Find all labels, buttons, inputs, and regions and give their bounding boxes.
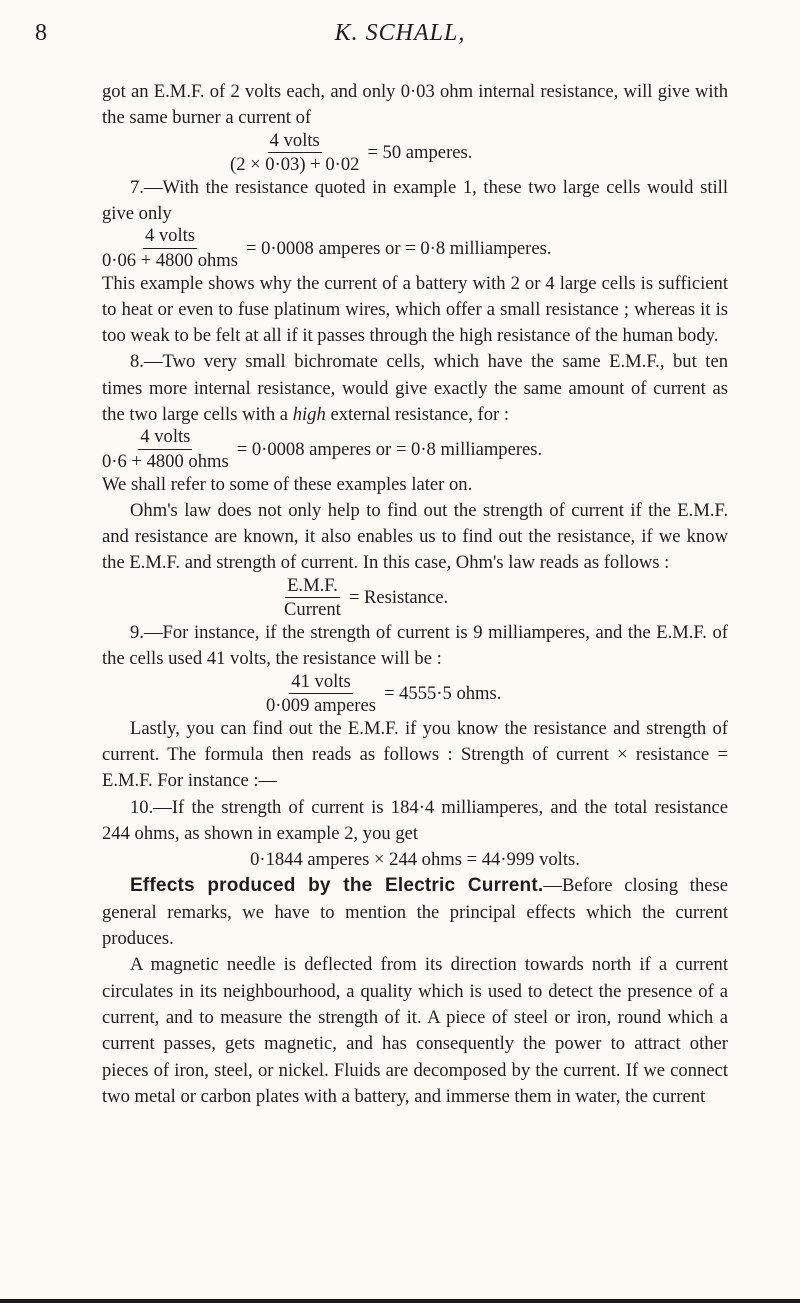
fraction xyxy=(266,670,376,717)
fraction-numerator: 4 volts xyxy=(138,428,192,450)
paragraph: Effects produced by the Electric Current.—Before closing these general remarks, we have to mention the principal effects which the current produces. xyxy=(102,875,728,950)
fraction xyxy=(102,428,229,471)
paragraph: Lastly, you can find out the E.M.F. if you know the resistance and strength of current. The formula then reads as follows : Strength of current × resistance = E.M.F. For instance :— xyxy=(102,717,728,792)
emphasis: high xyxy=(292,404,326,426)
fraction-denominator: (2 × 0·03) + 0·02 xyxy=(230,154,360,176)
bottom-rule xyxy=(0,1299,800,1303)
equation xyxy=(102,428,728,471)
fraction xyxy=(230,129,360,176)
fraction xyxy=(284,574,341,621)
paragraph: got an E.M.F. of 2 volts each, and only 0·03 ohm internal resistance, will give with the same burner a current of xyxy=(102,81,728,129)
fraction xyxy=(102,227,238,270)
equation xyxy=(102,227,728,270)
page-body xyxy=(102,79,728,1110)
paragraph: This example shows why the current of a battery with 2 or 4 large cells is sufficient to heat or even to fuse platinum wires, which offer a small resistance ; whereas it is too weak to be felt at all if it passes through the high resistance of the human body. xyxy=(102,272,728,347)
fraction-denominator: 0·009 amperes xyxy=(266,695,376,717)
paragraph: We shall refer to some of these examples later on. xyxy=(102,473,473,495)
equation xyxy=(230,129,728,176)
fraction-numerator: E.M.F. xyxy=(285,577,340,599)
paragraph: 9.—For instance, if the strength of current is 9 milliamperes, and the E.M.F. of the cells used 41 volts, the resistance will be : xyxy=(102,621,728,670)
equation-result: = 50 amperes. xyxy=(367,141,473,163)
section-heading: Effects produced by the Electric Current. xyxy=(130,875,544,897)
paragraph: A magnetic needle is deflected from its direction towards north if a current circulates in its neighbourhood, a quality which is used to detect the presence of a current, and to measure the strength of it. A piece of steel or iron, round which a current passes, gets magnetic, and has consequently the power to attract other pieces of iron, steel, or nickel. Fluids are decomposed by the current. If we connect two metal or carbon plates with a battery, and immerse them in water, the current xyxy=(102,954,728,1107)
paragraph: 7.—With the resistance quoted in example 1, these two large cells would still give only xyxy=(102,176,728,225)
paragraph: Ohm's law does not only help to find out the strength of current if the E.M.F. and resistance are known, it also enables us to find out the resistance, if we know the E.M.F. and strength of current. In this case, Ohm's law reads as follows : xyxy=(102,499,728,574)
equation-result: = 0·0008 amperes or = 0·8 milliamperes. xyxy=(236,438,543,460)
fraction-numerator: 4 volts xyxy=(143,227,197,249)
equation-result: = 0·0008 amperes or = 0·8 milliamperes. xyxy=(246,237,552,259)
fraction-numerator: 41 volts xyxy=(289,673,352,695)
fraction-denominator: Current xyxy=(284,599,341,621)
equation-result: = Resistance. xyxy=(348,587,449,609)
page-header xyxy=(35,14,765,54)
fraction-denominator: 0·6 + 4800 ohms xyxy=(102,450,229,472)
fraction-numerator: 4 volts xyxy=(268,132,322,154)
equation xyxy=(266,670,728,717)
page-number: 8 xyxy=(35,20,47,46)
equation-result: = 4555·5 ohms. xyxy=(383,682,502,704)
fraction-denominator: 0·06 + 4800 ohms xyxy=(102,249,238,271)
paragraph: 10.—If the strength of current is 184·4 milliamperes, and the total resistance 244 ohms, as shown in example 2, you get xyxy=(102,796,728,844)
equation xyxy=(284,574,728,621)
equation-inline: 0·1844 amperes × 244 ohms = 44·999 volts. xyxy=(250,849,580,871)
paragraph: 8.—Two very small bichromate cells, which have the same E.M.F., but ten times more internal resistance, would give exactly the same amount of current as the two large cells with a high external resistance, for : xyxy=(102,351,728,426)
running-title: K. SCHALL, xyxy=(334,20,466,46)
